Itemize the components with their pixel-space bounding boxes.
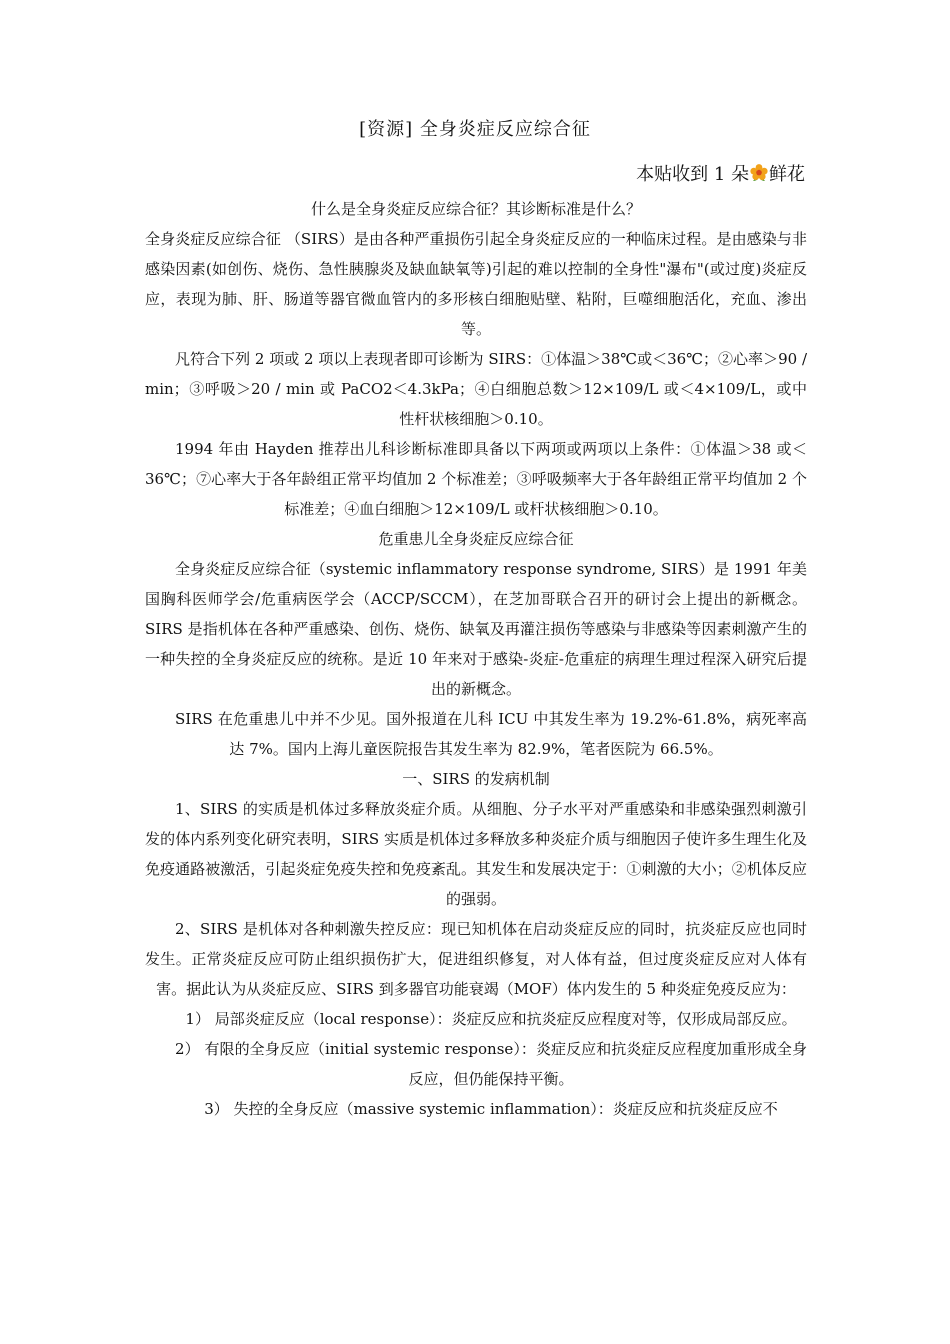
paragraph-incidence: SIRS 在危重患儿中并不少见。国外报道在儿科 ICU 中其发生率为 19.2%-61.8%，病死率高达 7%。国内上海儿童医院报告其发生率为 82.9%，笔者医院为 66.5%。: [175, 710, 807, 758]
flower-icon: [749, 163, 769, 183]
list-item: 2） 有限的全身反应（initial systemic response）：炎症反应和抗炎症反应程度加重形成全身反应，但仍能保持平衡。: [175, 1040, 807, 1088]
flower-count-suffix: 鲜花: [769, 164, 805, 185]
paragraph-mechanism-2: 2、SIRS 是机体对各种刺激失控反应：现已知机体在启动炎症反应的同时，抗炎症反应也同时发生。正常炎症反应可防止组织损伤扩大，促进组织修复，对人体有益，但过度炎症反应对人体有害。据此认为从炎症反应、SIRS 到多器官功能衰竭（MOF）体内发生的 5 种炎症免疫反应为：: [145, 920, 807, 998]
paragraph-pediatric-criteria: 1994 年由 Hayden 推荐出儿科诊断标准即具备以下两项或两项以上条件：①体温＞38 或＜36℃；⑦心率大于各年龄组正常平均值加 2 个标准差；③呼吸频率大于各年龄组正常平均值加 2 个标准差；④血白细胞＞12×109/L 或杆状核细胞＞0.10。: [145, 440, 807, 518]
flower-count-prefix: 本贴收到 1 朵: [636, 164, 749, 185]
paragraph-definition: 全身炎症反应综合征 （SIRS）是由各种严重损伤引起全身炎症反应的一种临床过程。是由感染与非感染因素(如创伤、烧伤、急性胰腺炎及缺血缺氧等)引起的难以控制的全身性"瀑布"(或过度)炎症反应，表现为肺、肝、肠道等器官微血管内的多形核白细胞贴壁、粘附，巨噬细胞活化，充血、渗出等。: [145, 230, 807, 338]
section-heading-pathogenesis: 一、SIRS 的发病机制: [402, 770, 550, 788]
flower-count: [636, 160, 805, 186]
paragraph-mechanism-1: 1、SIRS 的实质是机体过多释放炎症介质。从细胞、分子水平对严重感染和非感染强烈刺激引发的体内系列变化研究表明，SIRS 实质是机体过多释放多种炎症介质与细胞因子使许多生理生化及免疫通路被激活，引起炎症免疫失控和免疫紊乱。其发生和发展决定于：①刺激的大小；②机体反应的强弱。: [145, 800, 807, 908]
list-item: 3） 失控的全身反应（massive systemic inflammation）：炎症反应和抗炎症反应不: [204, 1100, 778, 1118]
paragraph-concept: 全身炎症反应综合征（systemic inflammatory response syndrome, SIRS）是 1991 年美国胸科医师学会/危重病医学会（ACCP/SCCM），在芝加哥联合召开的研讨会上提出的新概念。SIRS 是指机体在各种严重感染、创伤、烧伤、缺氧及再灌注损伤等感染与非感染等因素刺激产生的一种失控的全身炎症反应的统称。是近 10 年来对于感染-炎症-危重症的病理生理过程深入研究后提出的新概念。: [145, 560, 807, 698]
section-heading-critical-children: 危重患儿全身炎症反应综合征: [378, 530, 574, 548]
list-item: 1） 局部炎症反应（local response）：炎症反应和抗炎症反应程度对等，仅形成局部反应。: [185, 1010, 797, 1028]
question-heading: 什么是全身炎症反应综合征？其诊断标准是什么？: [310, 200, 641, 218]
document-body: [145, 194, 807, 1124]
paragraph-diagnostic-criteria: 凡符合下列 2 项或 2 项以上表现者即可诊断为 SIRS：①体温＞38℃或＜36℃；②心率＞90 / min；③呼吸＞20 / min 或 PaCO2＜4.3kPa；④白细胞总数＞12×109/L 或＜4×109/L，或中性杆状核细胞＞0.10。: [145, 350, 807, 428]
page-title: [资源] 全身炎症反应综合征: [359, 119, 591, 140]
